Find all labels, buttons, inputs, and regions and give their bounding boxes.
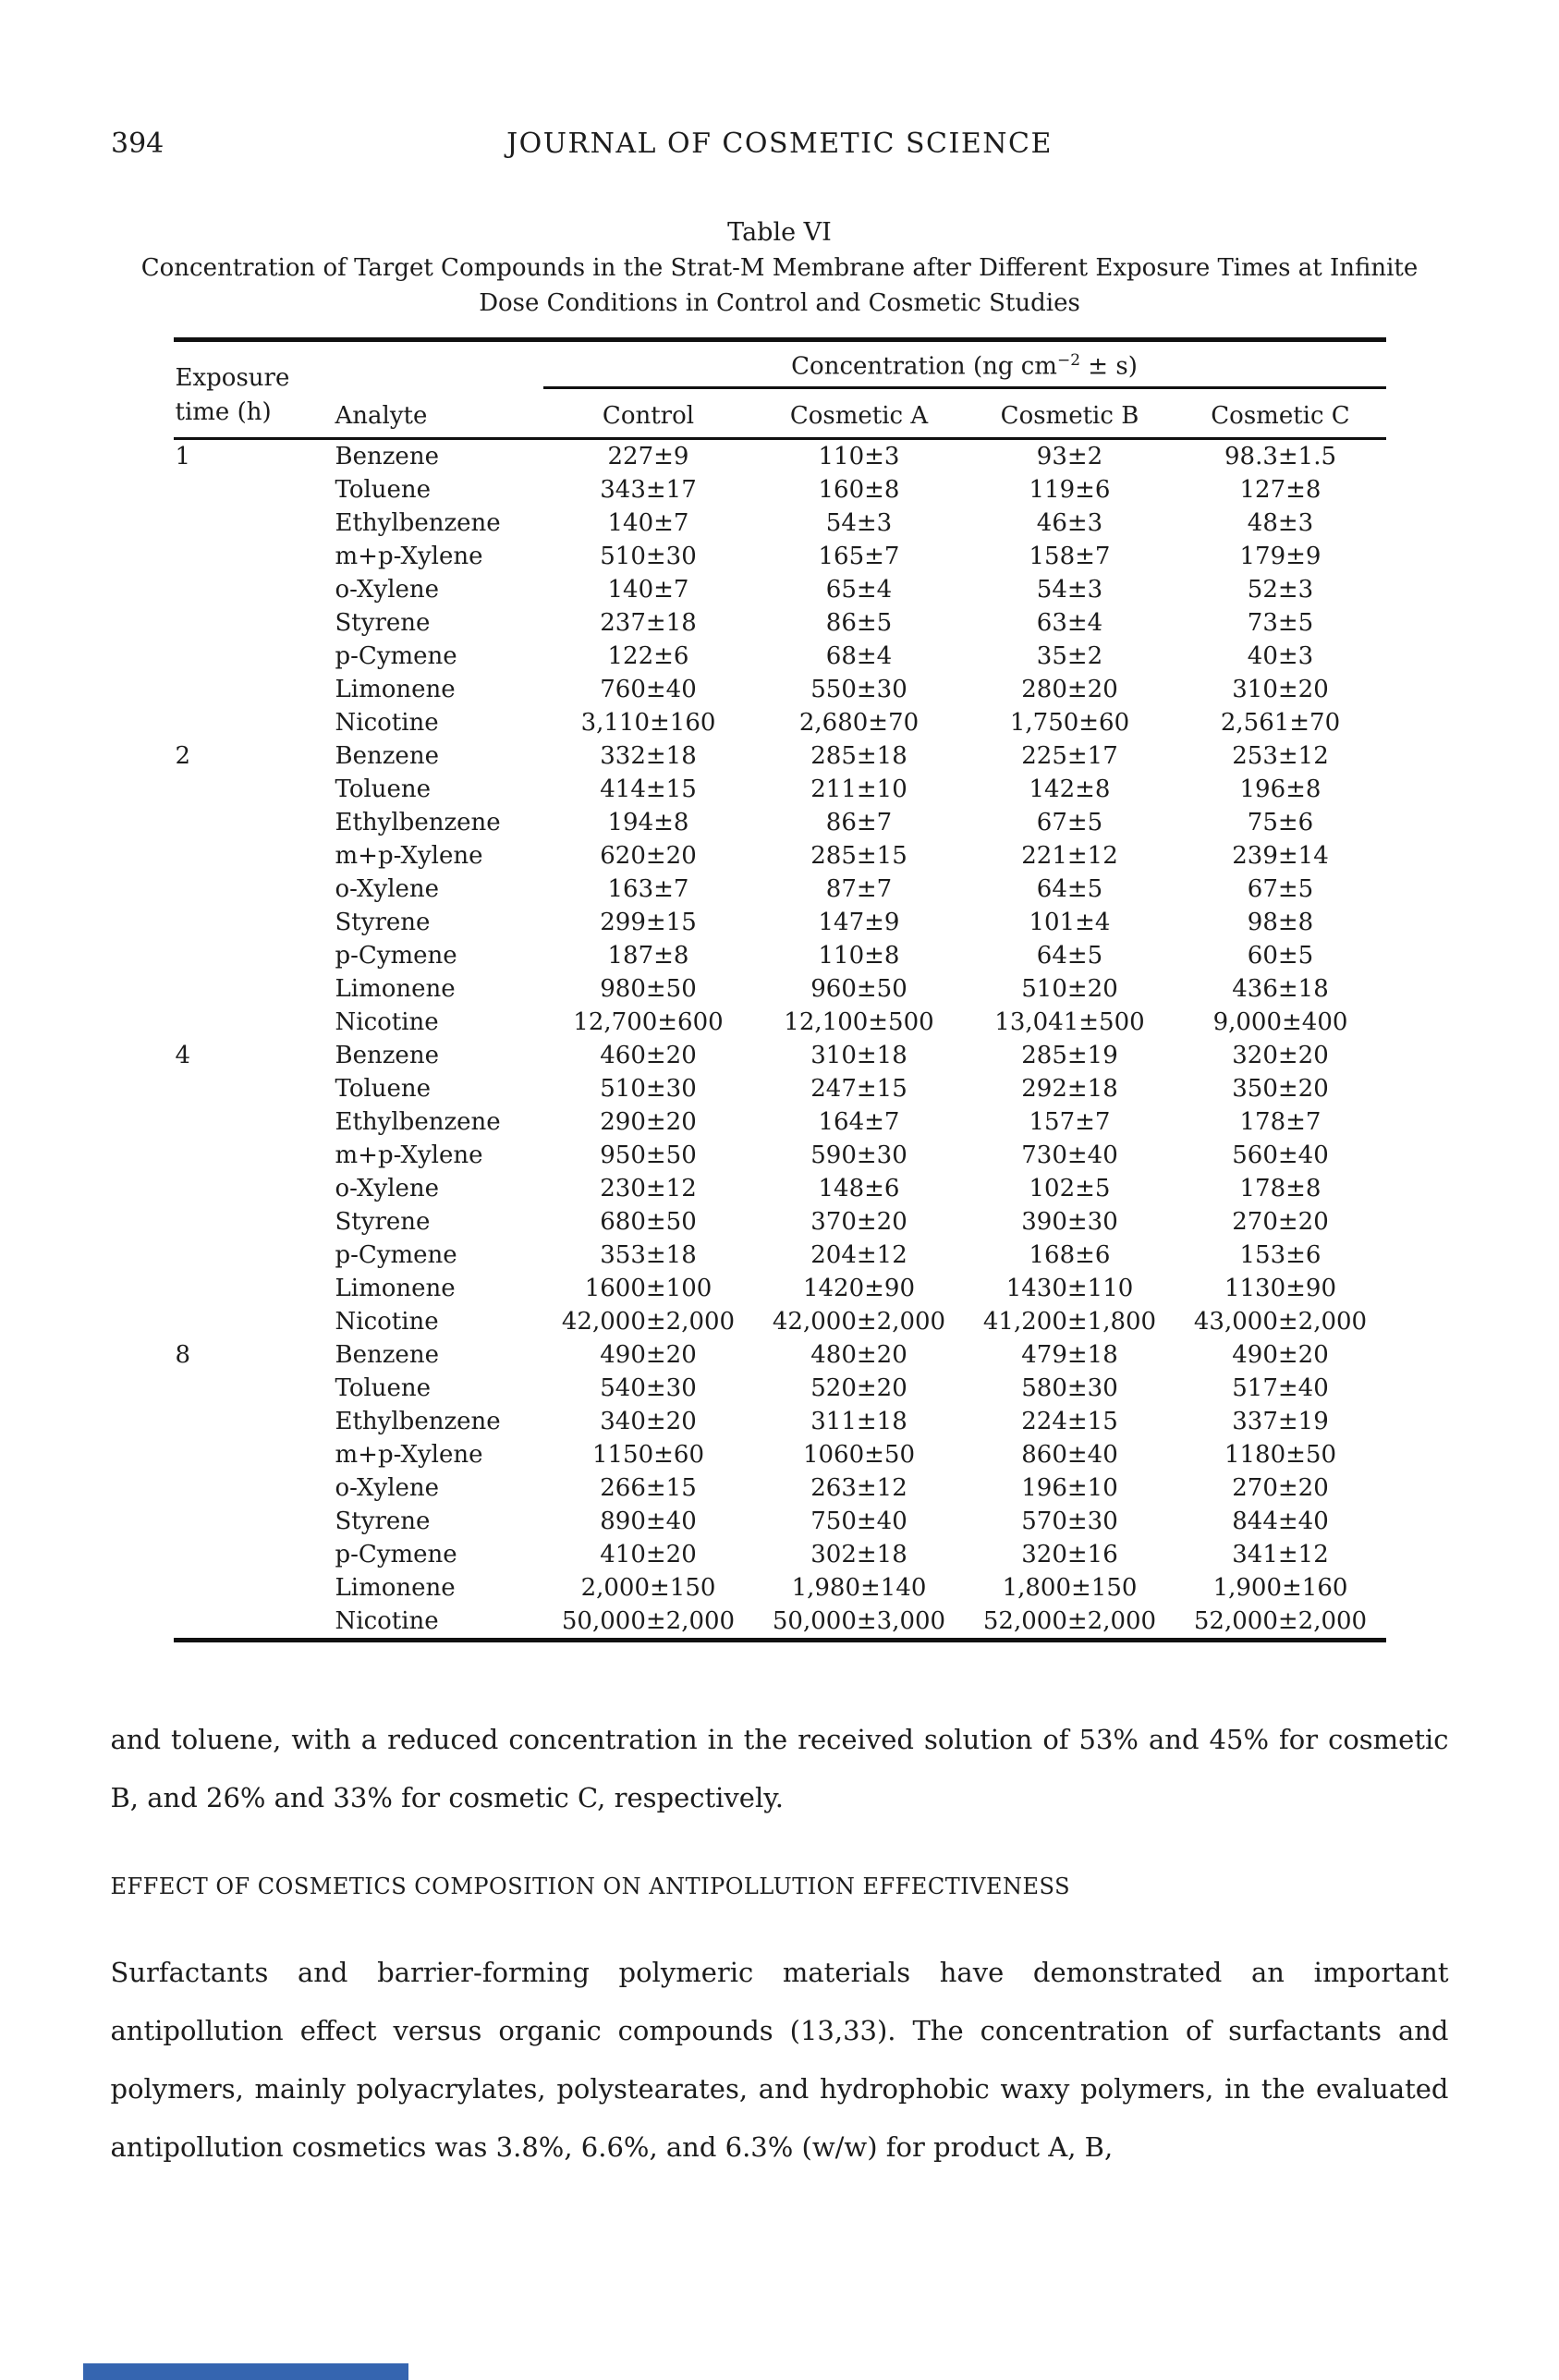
cell-cosmetic-a: 147±9 [818, 908, 900, 936]
cell-control: 620±20 [600, 841, 697, 870]
cell-cosmetic-c: 310±20 [1232, 675, 1329, 703]
cell-cosmetic-b: 101±4 [1029, 908, 1111, 936]
cell-control: 414±15 [600, 775, 697, 803]
cell-cosmetic-a: 370±20 [810, 1207, 907, 1236]
cell-cosmetic-c: 60±5 [1247, 941, 1314, 970]
cell-cosmetic-a: 1,980±140 [791, 1573, 927, 1602]
cell-exposure-time [174, 606, 310, 640]
cell-cosmetic-a: 285±18 [810, 741, 907, 770]
cell-cosmetic-a: 211±10 [810, 775, 907, 803]
table-row [174, 706, 1386, 739]
cell-cosmetic-c: 178±8 [1239, 1174, 1321, 1202]
cell-control: 122±6 [607, 641, 689, 670]
cell-exposure-time [174, 806, 310, 839]
cell-exposure-time [174, 573, 310, 606]
cell-cosmetic-b: 225±17 [1021, 741, 1118, 770]
table-row [174, 839, 1386, 873]
table-row [174, 438, 1386, 473]
cell-control: 460±20 [600, 1041, 697, 1069]
cell-analyte: Toluene [335, 475, 432, 504]
table-row [174, 1272, 1386, 1305]
cell-analyte: Styrene [335, 908, 431, 936]
spanner-superscript: −2 [1056, 351, 1081, 370]
cell-cosmetic-c: 52±3 [1247, 575, 1314, 604]
cell-cosmetic-a: 50,000±3,000 [772, 1606, 946, 1635]
table-row [174, 507, 1386, 540]
paragraph-surfactants: Surfactants and barrier-forming polymeric materials have demonstrated an important antipollution effect versus organic compounds (13,33). The concentration of surfactants and polymers, mainly polyacrylates, polystearates, and hydrophobic waxy polymers, in the evaluated antipollution cosmetics was 3.8%, 6.6%, and 6.3% (w/w) for product A, B, [110, 1956, 1449, 2163]
col-header-control: Control [543, 387, 754, 438]
cell-exposure-time [174, 1105, 310, 1139]
table-row [174, 1239, 1386, 1272]
cell-control: 140±7 [607, 575, 689, 604]
cell-cosmetic-a: 1060±50 [802, 1440, 916, 1469]
table-row [174, 1538, 1386, 1571]
cell-control: 510±30 [600, 542, 697, 570]
cell-analyte: m+p-Xylene [335, 841, 483, 870]
table-row [174, 1039, 1386, 1072]
cell-cosmetic-c: 127±8 [1239, 475, 1321, 504]
cell-exposure-time [174, 1571, 310, 1605]
cell-cosmetic-b: 64±5 [1036, 874, 1103, 903]
cell-cosmetic-c: 517±40 [1232, 1373, 1329, 1402]
table-row [174, 1172, 1386, 1205]
table-row [174, 1605, 1386, 1641]
spanner-label [543, 340, 1386, 388]
cell-exposure-time [174, 972, 310, 1006]
cell-cosmetic-b: 196±10 [1021, 1473, 1118, 1502]
cell-cosmetic-c: 270±20 [1232, 1473, 1329, 1502]
cell-exposure-time [174, 1505, 310, 1538]
cell-cosmetic-c: 560±40 [1232, 1141, 1329, 1169]
cell-exposure-time [174, 640, 310, 673]
cell-exposure-time [174, 1205, 310, 1239]
table-row [174, 673, 1386, 706]
table-head [174, 340, 1386, 439]
table-body [174, 438, 1386, 1640]
table-row [174, 1438, 1386, 1471]
cell-cosmetic-b: 479±18 [1021, 1340, 1118, 1369]
cell-cosmetic-a: 520±20 [810, 1373, 907, 1402]
cell-cosmetic-c: 196±8 [1239, 775, 1321, 803]
cell-control: 340±20 [600, 1407, 697, 1435]
cell-analyte: o-Xylene [335, 874, 440, 903]
cell-cosmetic-c: 320±20 [1232, 1041, 1329, 1069]
cell-control: 1600±100 [584, 1274, 713, 1302]
cell-analyte: Nicotine [335, 1007, 439, 1036]
cell-cosmetic-c: 490±20 [1232, 1340, 1329, 1369]
table-row [174, 972, 1386, 1006]
cell-control: 140±7 [607, 508, 689, 537]
cell-analyte: o-Xylene [335, 1473, 440, 1502]
cell-cosmetic-a: 165±7 [818, 542, 900, 570]
cell-analyte: p-Cymene [335, 1540, 457, 1568]
cell-cosmetic-a: 68±4 [825, 641, 893, 670]
table-row [174, 473, 1386, 507]
table-row [174, 906, 1386, 939]
cell-cosmetic-a: 2,680±70 [798, 708, 920, 737]
table-caption-line-2: Dose Conditions in Control and Cosmetic Studies [479, 289, 1080, 317]
table-row [174, 1205, 1386, 1239]
cell-analyte: Nicotine [335, 708, 439, 737]
cell-control: 187±8 [607, 941, 689, 970]
cell-cosmetic-a: 285±15 [810, 841, 907, 870]
cell-analyte: Benzene [335, 1041, 439, 1069]
cell-analyte: p-Cymene [335, 941, 457, 970]
cell-exposure-time [174, 1471, 310, 1505]
table-row [174, 1072, 1386, 1105]
cell-cosmetic-c: 98.3±1.5 [1224, 442, 1337, 470]
cell-exposure-time [174, 839, 310, 873]
cell-control: 163±7 [607, 874, 689, 903]
cell-analyte: Ethylbenzene [335, 508, 501, 537]
cell-cosmetic-c: 73±5 [1247, 608, 1314, 637]
cell-cosmetic-a: 110±8 [818, 941, 900, 970]
cell-cosmetic-c: 337±19 [1232, 1407, 1329, 1435]
cell-control: 410±20 [600, 1540, 697, 1568]
table-caption [0, 250, 1559, 321]
cell-cosmetic-b: 1430±110 [1005, 1274, 1134, 1302]
cell-cosmetic-b: 580±30 [1021, 1373, 1118, 1402]
page-number: 394 [111, 128, 164, 160]
cell-cosmetic-b: 119±6 [1029, 475, 1111, 504]
cell-analyte: m+p-Xylene [335, 1440, 483, 1469]
cell-cosmetic-b: 35±2 [1036, 641, 1103, 670]
cell-exposure-time [174, 1072, 310, 1105]
cell-cosmetic-c: 350±20 [1232, 1074, 1329, 1103]
cell-exposure-time [174, 773, 310, 806]
cell-cosmetic-b: 860±40 [1021, 1440, 1118, 1469]
cell-cosmetic-a: 65±4 [825, 575, 893, 604]
cell-control: 540±30 [600, 1373, 697, 1402]
cell-cosmetic-c: 2,561±70 [1220, 708, 1341, 737]
cell-control: 343±17 [600, 475, 697, 504]
cell-control: 12,700±600 [573, 1007, 724, 1036]
cell-cosmetic-b: 142±8 [1029, 775, 1111, 803]
cell-control: 290±20 [600, 1107, 697, 1136]
table-row [174, 1139, 1386, 1172]
cell-exposure-time [174, 507, 310, 540]
cell-exposure-time [174, 473, 310, 507]
cell-cosmetic-c: 98±8 [1247, 908, 1314, 936]
cell-cosmetic-b: 52,000±2,000 [982, 1606, 1157, 1635]
cell-cosmetic-b: 320±16 [1021, 1540, 1118, 1568]
table-row [174, 739, 1386, 773]
spanner-text-pre: Concentration (ng cm [791, 352, 1057, 381]
table-row [174, 1372, 1386, 1405]
cell-cosmetic-c: 270±20 [1232, 1207, 1329, 1236]
cell-cosmetic-c: 48±3 [1247, 508, 1314, 537]
cell-cosmetic-c: 1,900±160 [1212, 1573, 1348, 1602]
cell-cosmetic-a: 750±40 [810, 1507, 907, 1535]
cell-analyte: Styrene [335, 608, 431, 637]
cell-cosmetic-a: 86±5 [825, 608, 893, 637]
cell-cosmetic-c: 178±7 [1239, 1107, 1321, 1136]
cell-exposure-time [174, 1438, 310, 1471]
cell-control: 230±12 [600, 1174, 697, 1202]
cell-analyte: Limonene [335, 675, 456, 703]
cell-control: 890±40 [600, 1507, 697, 1535]
cell-cosmetic-a: 302±18 [810, 1540, 907, 1568]
cell-cosmetic-b: 102±5 [1029, 1174, 1111, 1202]
cell-control: 266±15 [600, 1473, 697, 1502]
cell-exposure-time: 4 [175, 1041, 191, 1069]
footer-bar [83, 2363, 408, 2380]
cell-cosmetic-c: 75±6 [1247, 808, 1314, 836]
cell-cosmetic-a: 54±3 [825, 508, 893, 537]
cell-cosmetic-b: 157±7 [1029, 1107, 1111, 1136]
cell-cosmetic-b: 510±20 [1021, 974, 1118, 1003]
cell-cosmetic-c: 52,000±2,000 [1193, 1606, 1368, 1635]
cell-exposure-time [174, 1006, 310, 1039]
cell-analyte: Toluene [335, 1373, 432, 1402]
running-head: JOURNAL OF COSMETIC SCIENCE [506, 128, 1053, 160]
table-row [174, 1471, 1386, 1505]
cell-analyte: Benzene [335, 1340, 439, 1369]
cell-cosmetic-b: 46±3 [1036, 508, 1103, 537]
table-row [174, 573, 1386, 606]
cell-cosmetic-b: 54±3 [1036, 575, 1103, 604]
cell-cosmetic-b: 1,800±150 [1002, 1573, 1138, 1602]
cell-control: 980±50 [600, 974, 697, 1003]
cell-exposure-time [174, 939, 310, 972]
cell-cosmetic-b: 93±2 [1036, 442, 1103, 470]
cell-cosmetic-b: 221±12 [1021, 841, 1118, 870]
cell-cosmetic-b: 730±40 [1021, 1141, 1118, 1169]
cell-cosmetic-a: 164±7 [818, 1107, 900, 1136]
table-row [174, 640, 1386, 673]
cell-cosmetic-b: 285±19 [1021, 1041, 1118, 1069]
cell-exposure-time [174, 1272, 310, 1305]
cell-control: 490±20 [600, 1340, 697, 1369]
cell-control: 299±15 [600, 908, 697, 936]
cell-control: 332±18 [600, 741, 697, 770]
cell-exposure-time [174, 540, 310, 573]
cell-cosmetic-b: 224±15 [1021, 1407, 1118, 1435]
cell-exposure-time [174, 1605, 310, 1641]
cell-cosmetic-a: 160±8 [818, 475, 900, 504]
cell-cosmetic-b: 41,200±1,800 [982, 1307, 1157, 1336]
cell-cosmetic-c: 67±5 [1247, 874, 1314, 903]
cell-analyte: Ethylbenzene [335, 808, 501, 836]
cell-cosmetic-a: 310±18 [810, 1041, 907, 1069]
cell-cosmetic-a: 480±20 [810, 1340, 907, 1369]
cell-control: 50,000±2,000 [561, 1606, 736, 1635]
cell-cosmetic-a: 960±50 [810, 974, 907, 1003]
cell-control: 510±30 [600, 1074, 697, 1103]
cell-cosmetic-b: 64±5 [1036, 941, 1103, 970]
cell-cosmetic-a: 87±7 [825, 874, 893, 903]
cell-analyte: Toluene [335, 1074, 432, 1103]
spanner-row [174, 340, 1386, 388]
table-row [174, 1006, 1386, 1039]
cell-cosmetic-c: 844±40 [1232, 1507, 1329, 1535]
cell-control: 353±18 [600, 1240, 697, 1269]
cell-cosmetic-a: 1420±90 [802, 1274, 916, 1302]
cell-analyte: Ethylbenzene [335, 1407, 501, 1435]
cell-analyte: Nicotine [335, 1606, 439, 1635]
cell-cosmetic-a: 311±18 [810, 1407, 907, 1435]
cell-control: 760±40 [600, 675, 697, 703]
cell-cosmetic-c: 1180±50 [1224, 1440, 1337, 1469]
cell-cosmetic-c: 436±18 [1232, 974, 1329, 1003]
cell-analyte: Benzene [335, 741, 439, 770]
cell-control: 2,000±150 [580, 1573, 716, 1602]
cell-exposure-time [174, 1538, 310, 1571]
table-row [174, 1105, 1386, 1139]
cell-control: 680±50 [600, 1207, 697, 1236]
table-title: Table VI [727, 218, 832, 247]
cell-exposure-time [174, 1239, 310, 1272]
col-header-exposure-time: Exposure time (h) [174, 340, 310, 439]
cell-control: 227±9 [607, 442, 689, 470]
cell-cosmetic-a: 550±30 [810, 675, 907, 703]
cell-control: 1150±60 [591, 1440, 705, 1469]
table-row [174, 540, 1386, 573]
cell-control: 3,110±160 [580, 708, 716, 737]
cell-cosmetic-a: 110±3 [818, 442, 900, 470]
cell-cosmetic-a: 42,000±2,000 [772, 1307, 946, 1336]
cell-exposure-time [174, 873, 310, 906]
cell-cosmetic-b: 1,750±60 [1009, 708, 1130, 737]
cell-cosmetic-b: 570±30 [1021, 1507, 1118, 1535]
cell-analyte: Limonene [335, 974, 456, 1003]
cell-cosmetic-c: 153±6 [1239, 1240, 1321, 1269]
cell-analyte: p-Cymene [335, 641, 457, 670]
cell-exposure-time: 1 [175, 442, 191, 470]
cell-control: 950±50 [600, 1141, 697, 1169]
table-row [174, 1571, 1386, 1605]
col-header-cosmetic-b: Cosmetic B [965, 387, 1175, 438]
cell-cosmetic-c: 1130±90 [1224, 1274, 1337, 1302]
cell-analyte: Benzene [335, 442, 439, 470]
cell-exposure-time [174, 706, 310, 739]
cell-analyte: Toluene [335, 775, 432, 803]
table-row [174, 1405, 1386, 1438]
cell-cosmetic-a: 590±30 [810, 1141, 907, 1169]
cell-analyte: Limonene [335, 1573, 456, 1602]
col-header-analyte: Analyte [310, 340, 543, 439]
cell-cosmetic-b: 63±4 [1036, 608, 1103, 637]
cell-cosmetic-c: 40±3 [1247, 641, 1314, 670]
cell-analyte: o-Xylene [335, 1174, 440, 1202]
cell-exposure-time [174, 1139, 310, 1172]
cell-exposure-time [174, 1305, 310, 1338]
cell-cosmetic-c: 253±12 [1232, 741, 1329, 770]
cell-exposure-time [174, 906, 310, 939]
cell-analyte: Nicotine [335, 1307, 439, 1336]
cell-cosmetic-b: 13,041±500 [994, 1007, 1145, 1036]
cell-exposure-time [174, 1405, 310, 1438]
cell-analyte: Limonene [335, 1274, 456, 1302]
cell-cosmetic-a: 148±6 [818, 1174, 900, 1202]
cell-cosmetic-b: 280±20 [1021, 675, 1118, 703]
cell-control: 42,000±2,000 [561, 1307, 736, 1336]
cell-analyte: Ethylbenzene [335, 1107, 501, 1136]
section-heading: EFFECT OF COSMETICS COMPOSITION ON ANTIPOLLUTION EFFECTIVENESS [110, 1873, 1071, 1899]
table-row [174, 1505, 1386, 1538]
cell-cosmetic-a: 86±7 [825, 808, 893, 836]
cell-cosmetic-a: 12,100±500 [784, 1007, 934, 1036]
table-row [174, 873, 1386, 906]
table-row [174, 606, 1386, 640]
cell-cosmetic-b: 292±18 [1021, 1074, 1118, 1103]
cell-cosmetic-c: 179±9 [1239, 542, 1321, 570]
cell-cosmetic-a: 247±15 [810, 1074, 907, 1103]
page-header [0, 128, 1559, 166]
cell-analyte: m+p-Xylene [335, 1141, 483, 1169]
cell-exposure-time [174, 1172, 310, 1205]
cell-cosmetic-b: 158±7 [1029, 542, 1111, 570]
cell-analyte: p-Cymene [335, 1240, 457, 1269]
col-header-cosmetic-c: Cosmetic C [1175, 387, 1386, 438]
paragraph-continued: and toluene, with a reduced concentration in the received solution of 53% and 45% for cosmetic B, and 26% and 33% for cosmetic C, respectively. [110, 1723, 1449, 1813]
cell-analyte: m+p-Xylene [335, 542, 483, 570]
cell-cosmetic-b: 67±5 [1036, 808, 1103, 836]
cell-analyte: Styrene [335, 1507, 431, 1535]
table-row [174, 806, 1386, 839]
cell-exposure-time: 2 [175, 741, 191, 770]
table-row [174, 939, 1386, 972]
cell-cosmetic-c: 239±14 [1232, 841, 1329, 870]
col-header-cosmetic-a: Cosmetic A [754, 387, 965, 438]
cell-cosmetic-c: 9,000±400 [1212, 1007, 1348, 1036]
cell-exposure-time [174, 1372, 310, 1405]
cell-analyte: o-Xylene [335, 575, 440, 604]
cell-cosmetic-a: 204±12 [810, 1240, 907, 1269]
cell-cosmetic-a: 263±12 [810, 1473, 907, 1502]
table-caption-line-1: Concentration of Target Compounds in the Strat-M Membrane after Different Exposure Times at Infinite [140, 254, 1419, 282]
spanner-text-post: ± s) [1080, 352, 1138, 381]
cell-control: 194±8 [607, 808, 689, 836]
cell-analyte: Styrene [335, 1207, 431, 1236]
cell-cosmetic-c: 43,000±2,000 [1193, 1307, 1368, 1336]
cell-cosmetic-c: 341±12 [1232, 1540, 1329, 1568]
table-row [174, 1338, 1386, 1372]
cell-exposure-time [174, 673, 310, 706]
cell-exposure-time: 8 [175, 1340, 191, 1369]
table-row [174, 773, 1386, 806]
cell-cosmetic-b: 168±6 [1029, 1240, 1111, 1269]
cell-control: 237±18 [600, 608, 697, 637]
concentration-table [174, 337, 1386, 1642]
cell-cosmetic-b: 390±30 [1021, 1207, 1118, 1236]
table-row [174, 1305, 1386, 1338]
